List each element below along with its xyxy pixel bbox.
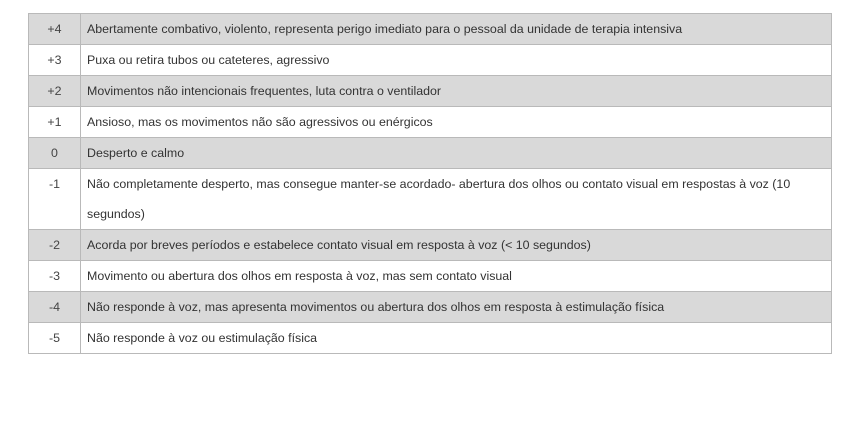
table-row [29, 138, 832, 169]
description-cell: Desperto e calmo [81, 138, 832, 169]
table-row [29, 107, 832, 138]
score-cell: -1 [29, 169, 81, 230]
score-cell: +1 [29, 107, 81, 138]
description-cell: Puxa ou retira tubos ou cateteres, agressivo [81, 45, 832, 76]
description-cell: Não responde à voz ou estimulação física [81, 323, 832, 354]
score-cell: +2 [29, 76, 81, 107]
score-cell: +3 [29, 45, 81, 76]
description-cell: Ansioso, mas os movimentos não são agressivos ou enérgicos [81, 107, 832, 138]
description-cell: Não completamente desperto, mas consegue manter-se acordado- abertura dos olhos ou contato visual em respostas à voz (10 segundos) [81, 169, 832, 230]
score-cell: -5 [29, 323, 81, 354]
table-row [29, 169, 832, 230]
table-row [29, 230, 832, 261]
table-row [29, 14, 832, 45]
score-cell: -3 [29, 261, 81, 292]
scale-table-container [28, 13, 831, 354]
table-row [29, 323, 832, 354]
description-cell: Abertamente combativo, violento, representa perigo imediato para o pessoal da unidade de terapia intensiva [81, 14, 832, 45]
sedation-scale-table [28, 13, 832, 354]
description-cell: Não responde à voz, mas apresenta movimentos ou abertura dos olhos em resposta à estimulação física [81, 292, 832, 323]
table-row [29, 76, 832, 107]
score-cell: -4 [29, 292, 81, 323]
score-cell: +4 [29, 14, 81, 45]
table-row [29, 292, 832, 323]
score-cell: 0 [29, 138, 81, 169]
description-cell: Movimento ou abertura dos olhos em resposta à voz, mas sem contato visual [81, 261, 832, 292]
score-cell: -2 [29, 230, 81, 261]
table-row [29, 45, 832, 76]
table-row [29, 261, 832, 292]
description-cell: Acorda por breves períodos e estabelece contato visual em resposta à voz (< 10 segundos) [81, 230, 832, 261]
description-cell: Movimentos não intencionais frequentes, luta contra o ventilador [81, 76, 832, 107]
